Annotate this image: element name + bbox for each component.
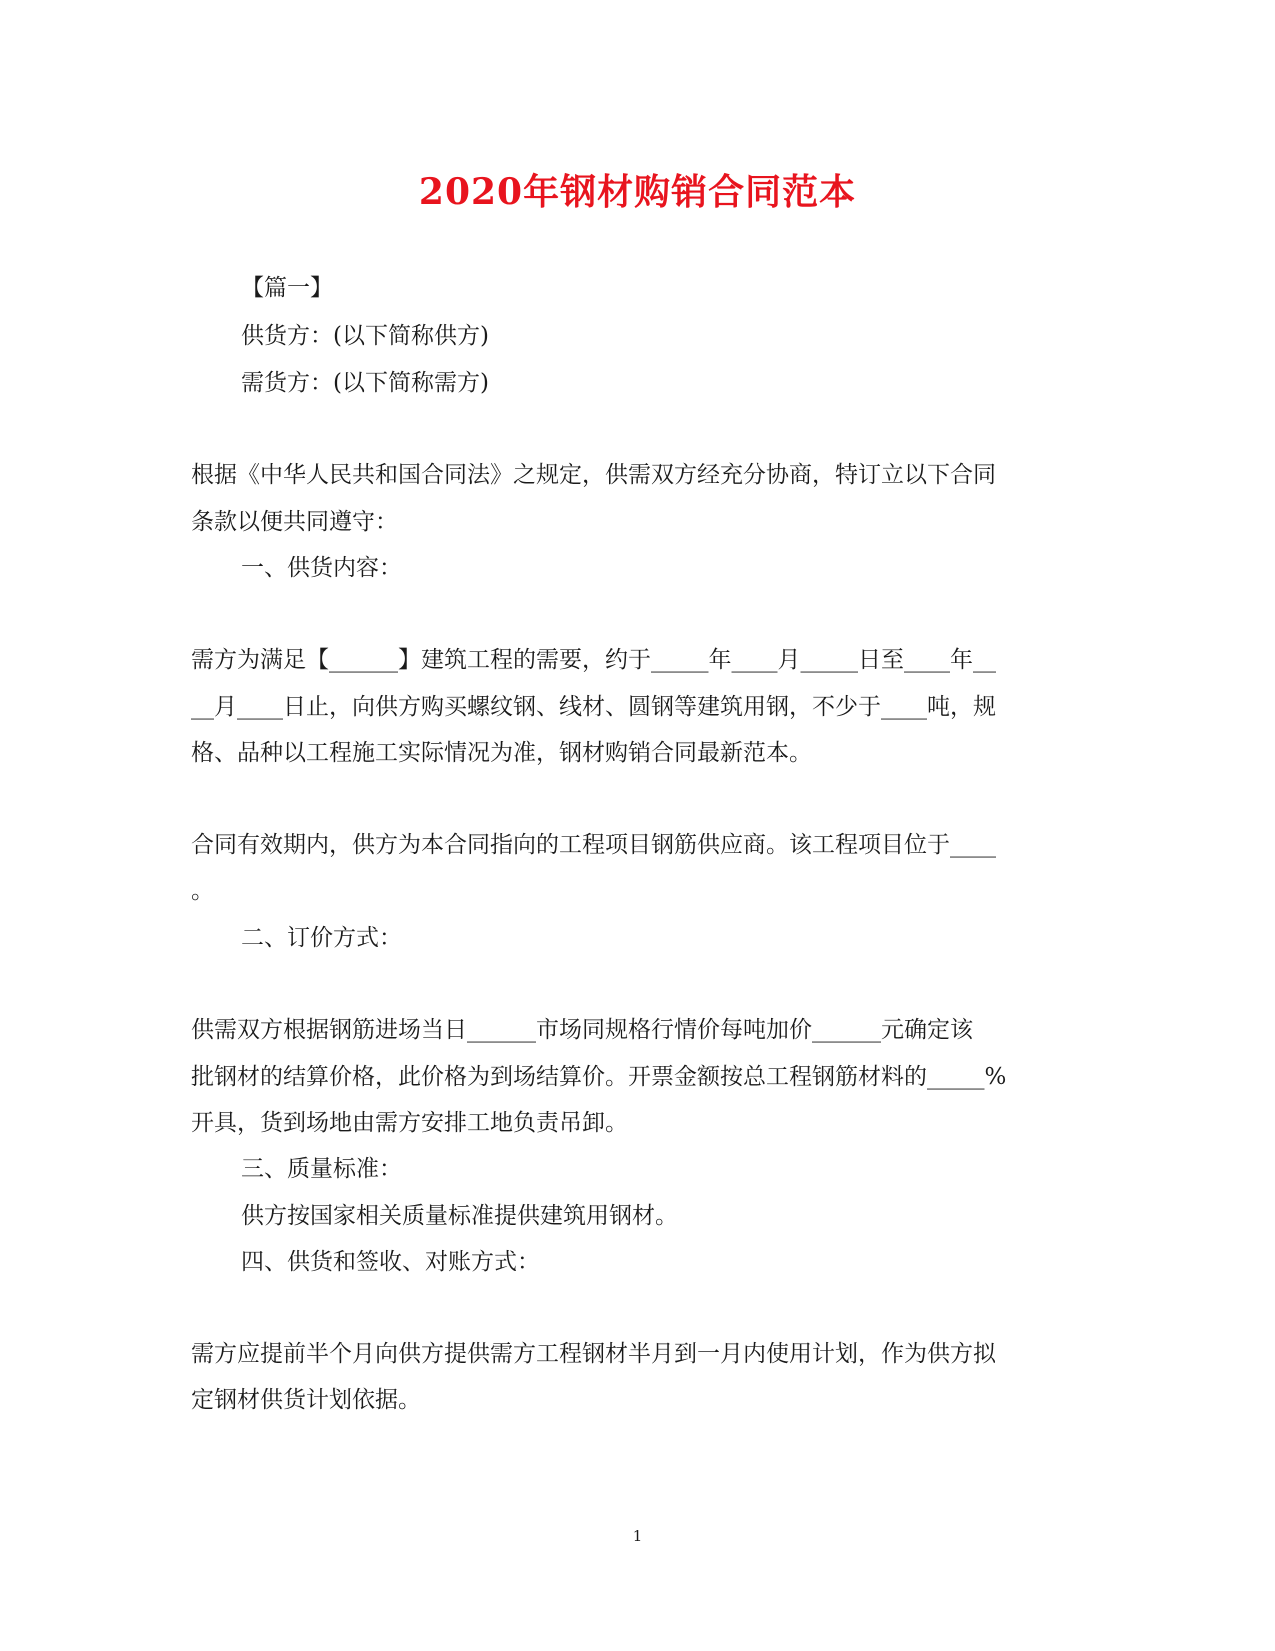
preamble-line-1: 根据《中华人民共和国合同法》之规定，供需双方经充分协商，特订立以下合同 [191,462,996,488]
page-number: 1 [632,1527,643,1545]
delivery-line-1: 需方应提前半个月向供方提供需方工程钢材半月到一月内使用计划，作为供方拟 [191,1341,996,1367]
supplier-line: 供货方：(以下简称供方) [241,323,489,349]
validity-line-2: 。 [191,878,214,904]
pricing-line-2: 批钢材的结算价格，此价格为到场结算价。开票金额按总工程钢筋材料的_____% [191,1064,1007,1090]
quality-line: 供方按国家相关质量标准提供建筑用钢材。 [241,1203,678,1229]
validity-line-1: 合同有效期内，供方为本合同指向的工程项目钢筋供应商。该工程项目位于____ [191,832,996,858]
clause-heading-delivery: 四、供货和签收、对账方式： [241,1249,540,1275]
pricing-line-1: 供需双方根据钢筋进场当日______市场同规格行情价每吨加价______元确定该 [191,1017,973,1043]
preamble-line-2: 条款以便共同遵守： [191,509,398,535]
delivery-line-2: 定钢材供货计划依据。 [191,1387,421,1413]
supply-content-line-1: 需方为满足【______】建筑工程的需要，约于_____年____月_____日至____年__ [191,647,996,673]
supply-content-line-2: __月____日止，向供方购买螺纹钢、线材、圆钢等建筑用钢，不少于____吨，规 [191,694,996,720]
clause-heading-quality: 三、质量标准： [241,1156,402,1182]
pricing-line-3: 开具，货到场地由需方安排工地负责吊卸。 [191,1110,628,1136]
document-title: 2020年钢材购销合同范本 [418,171,857,213]
supply-content-line-3: 格、品种以工程施工实际情况为准，钢材购销合同最新范本。 [191,740,812,766]
clause-heading-supply-content: 一、供货内容： [241,555,402,581]
section-heading-part-one: 【篇一】 [241,275,333,301]
buyer-line: 需货方：(以下简称需方) [241,370,489,396]
clause-heading-pricing: 二、订价方式： [241,925,402,951]
